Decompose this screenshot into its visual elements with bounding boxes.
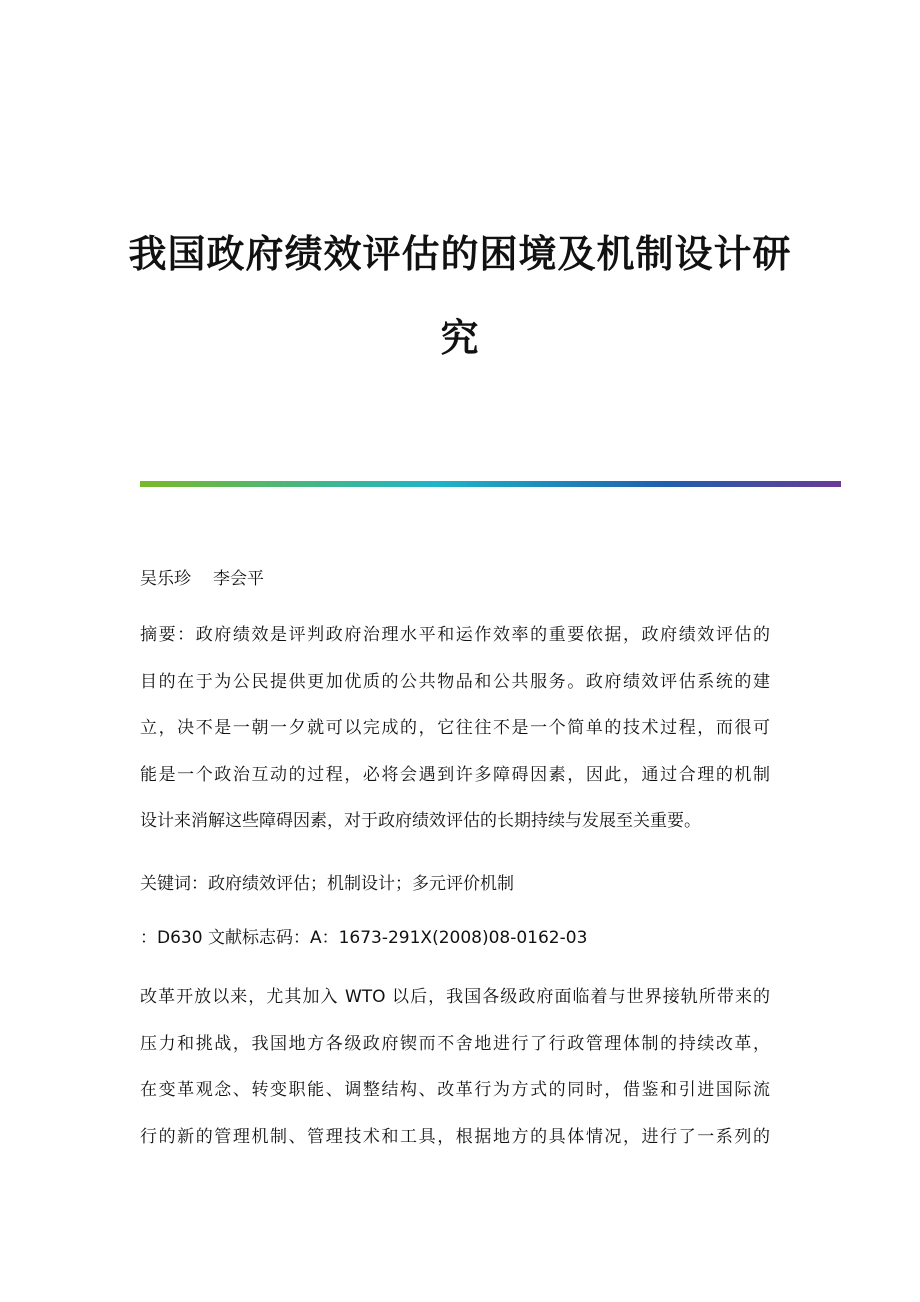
intro-paragraph — [140, 974, 770, 1160]
classification-line: ：D630 文献标志码：A：1673-291X(2008)08-0162-03 — [140, 928, 588, 948]
intro-line: 行的新的管理机制、管理技术和工具，根据地方的具体情况，进行了一系列的 — [140, 1126, 770, 1147]
classification-paragraph — [140, 915, 770, 962]
author-name: 吴乐珍 — [140, 569, 191, 589]
abstract-paragraph — [140, 612, 770, 845]
abstract-line: 立，决不是一朝一夕就可以完成的，它往往不是一个简单的技术过程，而很可 — [140, 718, 770, 738]
intro-line: 压力和挑战，我国地方各级政府锲而不舍地进行了行政管理体制的持续改革， — [140, 1033, 770, 1054]
intro-line: 改革开放以来，尤其加入 WTO 以后，我国各级政府面临着与世界接轨所带来的 — [140, 987, 770, 1007]
keywords-line: 关键词：政府绩效评估；机制设计；多元评价机制 — [140, 874, 514, 894]
title-line-1: 我国政府绩效评估的困境及机制设计研 — [128, 231, 792, 276]
title-divider-gradient-rule — [140, 481, 841, 487]
abstract-line: 目的在于为公民提供更加优质的公共物品和公共服务。政府绩效评估系统的建 — [140, 671, 770, 692]
abstract-line: 摘要：政府绩效是评判政府治理水平和运作效率的重要依据，政府绩效评估的 — [140, 625, 770, 645]
title-line-2: 究 — [440, 315, 480, 360]
document-title — [100, 212, 820, 380]
abstract-line: 设计来消解这些障碍因素，对于政府绩效评估的长期持续与发展至关重要。 — [140, 811, 701, 831]
keywords-paragraph — [140, 861, 770, 908]
author-name: 李会平 — [213, 569, 264, 589]
abstract-line: 能是一个政治互动的过程，必将会遇到许多障碍因素，因此，通过合理的机制 — [140, 764, 770, 785]
author-line — [140, 566, 264, 592]
intro-line: 在变革观念、转变职能、调整结构、改革行为方式的同时，借鉴和引进国际流 — [140, 1080, 770, 1100]
